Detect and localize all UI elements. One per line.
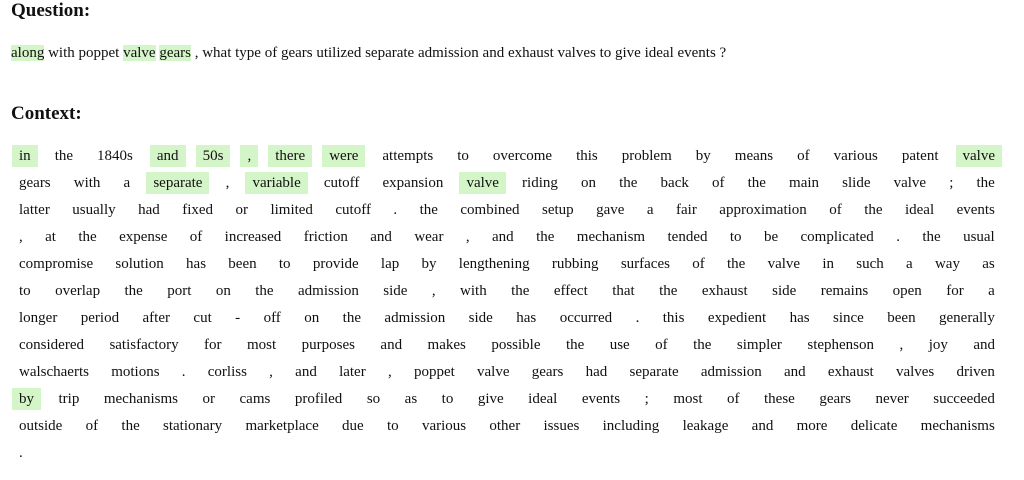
context-token: lengthening (458, 256, 530, 272)
context-token: profiled (294, 391, 343, 407)
context-token: and (295, 364, 317, 380)
context-token: and (973, 337, 995, 353)
context-token: other (489, 418, 521, 434)
context-token: setup (541, 202, 574, 218)
context-token: has (186, 256, 207, 272)
context-token: considered (19, 337, 84, 353)
context-token: way (934, 256, 960, 272)
context-token: use (609, 337, 630, 353)
context-token: ideal (528, 391, 558, 407)
context-token: these (764, 391, 795, 407)
context-token: side (772, 283, 797, 299)
context-token: overlap (55, 283, 101, 299)
context-token: never (875, 391, 909, 407)
context-token: complicated (800, 229, 874, 245)
context-token: to (278, 256, 291, 272)
context-token: with (73, 175, 101, 191)
context-line (12, 388, 1002, 410)
context-line (12, 334, 1002, 356)
context-token: problem (621, 148, 672, 164)
context-token: joy (928, 337, 948, 353)
context-token: , (225, 175, 230, 191)
context-token: a (646, 202, 654, 218)
context-token: , (387, 364, 392, 380)
context-line (12, 361, 1002, 383)
context-token: succeeded (933, 391, 995, 407)
context-line (12, 280, 1002, 302)
context-token: after (142, 310, 170, 326)
context-token: with (460, 283, 487, 299)
context-token: cut (193, 310, 212, 326)
highlighted-token: by (12, 388, 41, 410)
context-token: provide (312, 256, 359, 272)
context-token: for (204, 337, 222, 353)
question-heading: Question: (11, 0, 91, 21)
context-token: events (581, 391, 621, 407)
context-token: had (585, 364, 608, 380)
context-token: riding (522, 175, 558, 191)
context-token: various (421, 418, 467, 434)
context-token: the (536, 229, 555, 245)
context-token: period (80, 310, 120, 326)
context-token: ideal (904, 202, 935, 218)
context-token: of (692, 256, 705, 272)
context-token: motions (111, 364, 160, 380)
context-token: combined (460, 202, 520, 218)
context-token: delicate (850, 418, 898, 434)
context-token: the (78, 229, 97, 245)
context-token: rubbing (551, 256, 599, 272)
context-token: means (734, 148, 774, 164)
context-token: had (138, 202, 160, 218)
highlighted-token: in (12, 145, 38, 167)
context-token: has (516, 310, 537, 326)
context-token: limited (270, 202, 313, 218)
context-token: by (695, 148, 711, 164)
context-token: more (796, 418, 828, 434)
context-token: expedient (707, 310, 767, 326)
highlighted-token: separate (146, 172, 209, 194)
context-token: on (304, 310, 320, 326)
context-token: of (829, 202, 842, 218)
context-token: valves (895, 364, 935, 380)
context-token: cams (239, 391, 271, 407)
context-token: of (85, 418, 99, 434)
context-token: . (896, 229, 900, 245)
context-token: been (228, 256, 257, 272)
context-token: the (864, 202, 883, 218)
context-token: mechanisms (103, 391, 178, 407)
context-token: been (887, 310, 916, 326)
context-token: generally (939, 310, 995, 326)
highlighted-token: and (150, 145, 186, 167)
context-token: mechanisms (920, 418, 995, 434)
context-token: on (215, 283, 231, 299)
context-token: on (581, 175, 596, 191)
context-token: the (659, 283, 678, 299)
context-token: poppet (413, 364, 455, 380)
context-token: and (783, 364, 806, 380)
context-token: events (956, 202, 995, 218)
context-token: valve (767, 256, 801, 272)
context-token: or (235, 202, 248, 218)
context-token: - (235, 310, 241, 326)
context-token: cutoff (323, 175, 360, 191)
context-token: trip (58, 391, 80, 407)
context-token: of (797, 148, 810, 164)
context-token: , (431, 283, 436, 299)
context-token: possible (491, 337, 541, 353)
highlighted-token: valve (459, 172, 505, 194)
context-token: 1840s (97, 148, 133, 164)
context-token: stephenson (807, 337, 875, 353)
context-line (12, 253, 1002, 275)
context-token: a (123, 175, 131, 191)
context-token: to (441, 391, 454, 407)
context-token: back (660, 175, 689, 191)
context-token: the (419, 202, 438, 218)
context-line (12, 442, 1002, 464)
context-token: the (511, 283, 530, 299)
context-token: side (383, 283, 408, 299)
context-token: patent (901, 148, 939, 164)
context-token: such (856, 256, 884, 272)
context-token: as (982, 256, 995, 272)
context-token: remains (820, 283, 869, 299)
context-heading: Context: (11, 103, 82, 124)
context-token: valve (477, 364, 510, 380)
context-token: slide (842, 175, 871, 191)
context-token: that (612, 283, 635, 299)
context-token: solution (115, 256, 164, 272)
context-token: later (339, 364, 366, 380)
context-token: lap (380, 256, 400, 272)
context-token: has (789, 310, 810, 326)
context-token: expense (119, 229, 168, 245)
context-token: the (922, 229, 941, 245)
context-token: longer (19, 310, 58, 326)
context-token: so (366, 391, 381, 407)
context-token: satisfactory (109, 337, 179, 353)
context-token: usually (72, 202, 116, 218)
context-token: the (726, 256, 746, 272)
context-token: mechanism (576, 229, 646, 245)
context-token: . (19, 445, 23, 461)
context-token: as (404, 391, 418, 407)
context-token: by (421, 256, 437, 272)
context-token: marketplace (245, 418, 319, 434)
context-token: issues (543, 418, 580, 434)
context-token: separate (629, 364, 679, 380)
context-token: due (342, 418, 364, 434)
context-token: this (662, 310, 685, 326)
context-token: , (899, 337, 904, 353)
context-token: expansion (382, 175, 444, 191)
context-token: stationary (163, 418, 223, 434)
context-token: attempts (382, 148, 434, 164)
context-token: effect (553, 283, 588, 299)
context-token: the (121, 418, 140, 434)
context-token: . (181, 364, 186, 380)
context-token: , (269, 364, 273, 380)
question-token: gears (159, 45, 191, 61)
context-token: ; (644, 391, 649, 407)
context-token: overcome (492, 148, 553, 164)
context-token: fair (676, 202, 697, 218)
highlighted-token: 50s (196, 145, 231, 167)
context-token: driven (956, 364, 995, 380)
context-token: makes (427, 337, 466, 353)
context-token: simpler (736, 337, 782, 353)
context-token: for (946, 283, 964, 299)
context-token: compromise (19, 256, 94, 272)
context-token: tended (667, 229, 708, 245)
context-token: admission (700, 364, 762, 380)
context-token: walschaerts (19, 364, 89, 380)
context-token: approximation (719, 202, 807, 218)
context-token: valve (893, 175, 927, 191)
context-token: side (468, 310, 493, 326)
context-token: gave (596, 202, 625, 218)
context-token: of (711, 175, 725, 191)
context-token: friction (303, 229, 348, 245)
context-line (12, 172, 1002, 194)
highlighted-token: there (268, 145, 312, 167)
context-token: wear (414, 229, 444, 245)
question-token: along (11, 45, 45, 61)
context-line (12, 415, 1002, 437)
highlighted-token: , (240, 145, 258, 167)
context-line (12, 307, 1002, 329)
context-token: since (833, 310, 864, 326)
context-token: fixed (182, 202, 214, 218)
context-token: occurred (559, 310, 613, 326)
context-token: gears (819, 391, 851, 407)
context-token: and (751, 418, 774, 434)
context-token: various (833, 148, 878, 164)
context-token: most (246, 337, 277, 353)
context-token: the (124, 283, 143, 299)
context-token: at (45, 229, 56, 245)
context-token: the (54, 148, 74, 164)
context-token: to (729, 229, 742, 245)
question-token: with poppet (44, 45, 124, 61)
context-token: the (255, 283, 274, 299)
context-token: port (167, 283, 192, 299)
highlighted-token: variable (245, 172, 307, 194)
context-token: of (189, 229, 203, 245)
context-token: gears (531, 364, 564, 380)
context-token: a (988, 283, 995, 299)
question-token: valve (123, 45, 156, 61)
context-token: exhaust (701, 283, 748, 299)
context-token: latter (19, 202, 50, 218)
context-token: outside (19, 418, 63, 434)
context-token: gears (19, 175, 51, 191)
context-token: or (202, 391, 215, 407)
context-line (12, 199, 1002, 221)
context-token: admission (384, 310, 446, 326)
context-token: to (457, 148, 469, 164)
question-token: , what type of gears utilized separate admission and exhaust valves to give ideal events ? (190, 45, 727, 61)
context-token: off (263, 310, 281, 326)
context-line (12, 226, 1002, 248)
context-token: the (747, 175, 766, 191)
context-token: a (906, 256, 913, 272)
context-token: to (386, 418, 399, 434)
context-token: give (477, 391, 504, 407)
context-token: and (492, 229, 514, 245)
context-token: and (380, 337, 403, 353)
context-token: increased (224, 229, 282, 245)
context-token: corliss (207, 364, 247, 380)
context-token: purposes (301, 337, 355, 353)
context-token: the (565, 337, 585, 353)
highlighted-token: valve (956, 145, 1002, 167)
context-token: exhaust (827, 364, 874, 380)
context-token: be (763, 229, 779, 245)
context-line (12, 145, 1002, 167)
context-token: surfaces (620, 256, 670, 272)
context-token: usual (963, 229, 995, 245)
context-token: most (673, 391, 703, 407)
context-token: to (19, 283, 31, 299)
context-token: . (635, 310, 640, 326)
context-token: admission (298, 283, 359, 299)
context-token: the (976, 175, 995, 191)
context-token: the (619, 175, 638, 191)
context-token: main (789, 175, 820, 191)
context-token: ; (949, 175, 954, 191)
context-token: , (465, 229, 470, 245)
context-token: leakage (682, 418, 729, 434)
context-token: this (576, 148, 598, 164)
context-token: . (393, 202, 398, 218)
context-token: and (370, 229, 392, 245)
context-token: open (892, 283, 922, 299)
context-token: in (822, 256, 834, 272)
highlighted-token: were (322, 145, 365, 167)
context-token: including (602, 418, 660, 434)
context-token: the (693, 337, 712, 353)
context-token: the (342, 310, 361, 326)
context-token: of (655, 337, 668, 353)
context-token: cutoff (335, 202, 371, 218)
context-token: , (19, 229, 23, 245)
context-token: of (727, 391, 740, 407)
